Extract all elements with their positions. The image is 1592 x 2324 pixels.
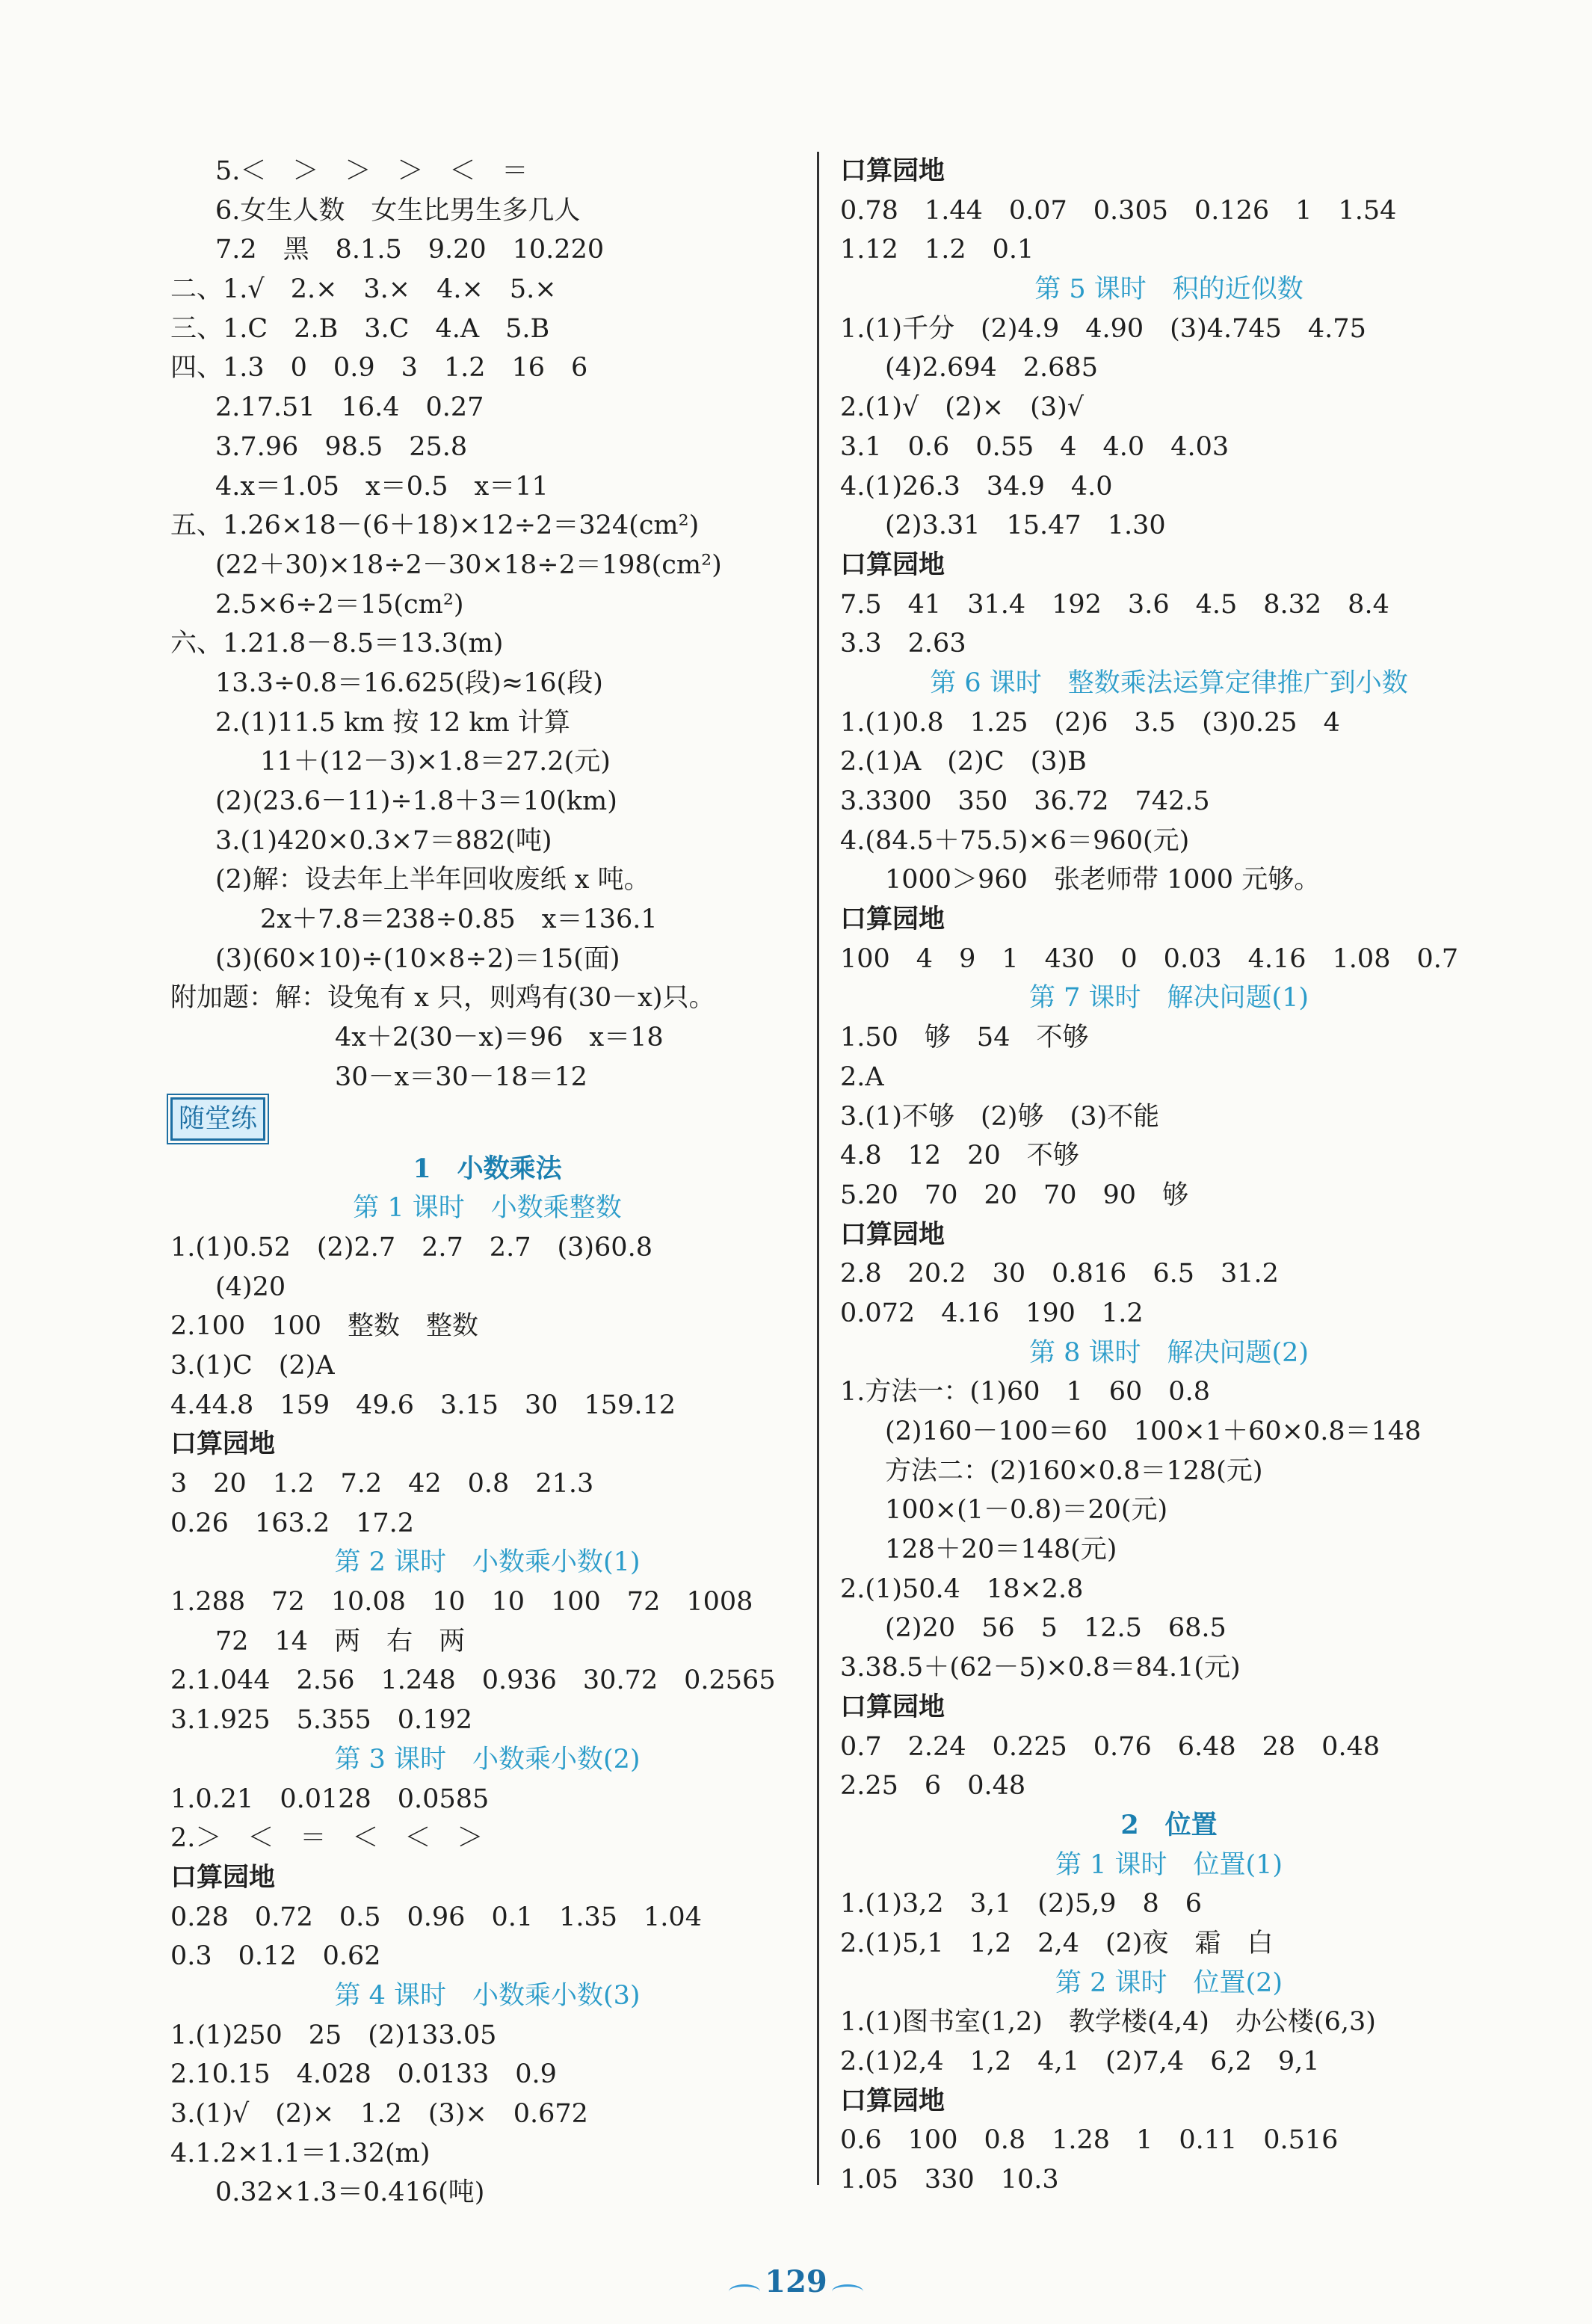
answer-line: 5.20 70 20 70 90 够	[840, 1180, 1189, 1210]
answer-line: 2.(1)11.5 km 按 12 km 计算	[215, 707, 570, 738]
wing-ornament-left	[729, 2284, 760, 2299]
answer-line: 0.32×1.3＝0.416(吨)	[215, 2177, 485, 2208]
answer-line: 3.(1)C (2)A	[170, 1350, 335, 1381]
answer-line: 4.8 12 20 不够	[840, 1141, 1079, 1171]
page-number: 129	[765, 2264, 827, 2299]
lesson-title: 第 5 课时 积的近似数	[1034, 274, 1303, 305]
section-heading: 口算园地	[840, 1692, 945, 1722]
section-heading: 口算园地	[840, 156, 945, 186]
lesson-title: 第 1 课时 小数乘整数	[353, 1193, 622, 1224]
lesson-title: 第 7 课时 解决问题(1)	[1028, 983, 1309, 1014]
answer-line: 2.5×6÷2＝15(cm²)	[215, 589, 464, 620]
answer-line: 1.12 1.2 0.1	[840, 235, 1034, 265]
answer-line: 2.(1)50.4 18×2.8	[840, 1574, 1084, 1604]
answer-line: 3.3 2.63	[840, 629, 966, 659]
section-badge-row	[170, 1097, 804, 1150]
answer-line: 0.3 0.12 0.62	[170, 1941, 381, 1972]
section-heading: 口算园地	[170, 1429, 276, 1460]
lesson-title: 第 2 课时 位置(2)	[1055, 1967, 1283, 1998]
answer-line: 4.(84.5＋75.5)×6＝960(元)	[840, 825, 1190, 856]
answer-line: 3.(1)420×0.3×7＝882(吨)	[215, 825, 552, 856]
chapter-title: 2 位置	[1120, 1809, 1218, 1840]
section-heading: 口算园地	[840, 904, 945, 935]
answer-line: 3.(1)不够 (2)够 (3)不能	[840, 1101, 1160, 1132]
lesson-title: 第 8 课时 解决问题(2)	[1028, 1337, 1309, 1368]
answer-line: 4.44.8 159 49.6 3.15 30 159.12	[170, 1390, 676, 1420]
answer-line: 11＋(12－3)×1.8＝27.2(元)	[260, 747, 611, 777]
answer-line: 1.05 330 10.3	[840, 2165, 1059, 2195]
answer-line: 0.6 100 0.8 1.28 1 0.11 0.516	[840, 2125, 1339, 2156]
answer-line: 二、1.√ 2.× 3.× 4.× 5.×	[170, 274, 557, 305]
answer-line: 5.＜ ＞ ＞ ＞ ＜ ＝	[215, 156, 528, 186]
answer-line: 3.7.96 98.5 25.8	[215, 431, 468, 462]
answer-line: 三、1.C 2.B 3.C 4.A 5.B	[170, 313, 550, 344]
answer-line: 2x＋7.8＝238÷0.85 x＝136.1	[260, 904, 658, 935]
answer-line: 3 20 1.2 7.2 42 0.8 21.3	[170, 1469, 594, 1499]
answer-line: 1.(1)250 25 (2)133.05	[170, 2020, 497, 2050]
answer-line: 1.0.21 0.0128 0.0585	[170, 1784, 490, 1814]
answer-line: 四、1.3 0 0.9 3 1.2 16 6	[170, 353, 588, 383]
answer-line: 1.(1)图书室(1,2) 教学楼(4,4) 办公楼(6,3)	[840, 2007, 1376, 2038]
answer-line: (2)解：设去年上半年回收废纸 x 吨。	[215, 865, 650, 896]
answer-line: 4.(1)26.3 34.9 4.0	[840, 471, 1113, 502]
answer-line: (2)160－100＝60 100×1＋60×0.8＝148	[885, 1417, 1422, 1446]
answer-line: 3.3300 350 36.72 742.5	[840, 786, 1210, 816]
answer-line: 6.女生人数 女生比男生多几人	[215, 195, 581, 226]
lesson-title: 第 3 课时 小数乘小数(2)	[334, 1744, 641, 1775]
chapter-title: 1 小数乘法	[413, 1153, 562, 1184]
lesson-title: 第 4 课时 小数乘小数(3)	[334, 1980, 641, 2011]
answer-line: 4.1.2×1.1＝1.32(m)	[170, 2138, 431, 2169]
answer-line: (4)20	[215, 1272, 286, 1302]
answer-line: 100 4 9 1 430 0 0.03 4.16 1.08 0.7	[840, 943, 1459, 974]
right-column	[840, 152, 1498, 2200]
answer-line: 2.(1)A (2)C (3)B	[840, 747, 1087, 777]
answer-line: 2.25 6 0.48	[840, 1771, 1026, 1801]
answer-line: 13.3÷0.8＝16.625(段)≈16(段)	[215, 668, 603, 698]
answer-line: 方法二：(2)160×0.8＝128(元)	[885, 1455, 1263, 1486]
lesson-title: 第 6 课时 整数乘法运算定律推广到小数	[930, 668, 1408, 698]
answer-line: (22＋30)×18÷2－30×18÷2＝198(cm²)	[215, 549, 722, 580]
answer-line: 0.7 2.24 0.225 0.76 6.48 28 0.48	[840, 1731, 1380, 1762]
answer-line: (2)3.31 15.47 1.30	[885, 511, 1166, 541]
page-number-ornament	[721, 2256, 871, 2308]
answer-line: 3.1 0.6 0.55 4 4.0 4.03	[840, 431, 1230, 462]
answer-line: 1.(1)千分 (2)4.9 4.90 (3)4.745 4.75	[840, 313, 1366, 344]
answer-line: (2)(23.6－11)÷1.8＋3＝10(km)	[215, 786, 617, 816]
answer-line: (3)(60×10)÷(10×8÷2)＝15(面)	[215, 943, 620, 974]
answer-line: 3.1.925 5.355 0.192	[170, 1705, 472, 1736]
lesson-title: 第 2 课时 小数乘小数(1)	[334, 1547, 641, 1578]
answer-line: 1.(1)0.52 (2)2.7 2.7 2.7 (3)60.8	[170, 1232, 652, 1263]
answer-line: 2.10.15 4.028 0.0133 0.9	[170, 2059, 557, 2090]
answer-line: 附加题：解：设兔有 x 只，则鸡有(30－x)只。	[170, 983, 715, 1014]
answer-line: 3.(1)√ (2)× 1.2 (3)× 0.672	[170, 2099, 588, 2129]
answer-line: 2.8 20.2 30 0.816 6.5 31.2	[840, 1259, 1279, 1289]
answer-line: 0.072 4.16 190 1.2	[840, 1298, 1144, 1328]
answer-line: 2.100 100 整数 整数	[170, 1311, 479, 1342]
answer-line: 1.(1)3,2 3,1 (2)5,9 8 6	[840, 1889, 1203, 1920]
answer-line: 2.1.044 2.56 1.248 0.936 30.72 0.2565	[170, 1665, 776, 1696]
answer-line: 128＋20＝148(元)	[885, 1535, 1117, 1565]
answer-line: 100×(1－0.8)＝20(元)	[885, 1495, 1168, 1526]
answer-line: 30－x＝30－18＝12	[335, 1061, 587, 1092]
answer-line: 4x＋2(30－x)＝96 x＝18	[335, 1023, 664, 1053]
answer-line: 4.x＝1.05 x＝0.5 x＝11	[215, 471, 549, 502]
answer-line: 2.17.51 16.4 0.27	[215, 392, 484, 423]
answer-line: 1.288 72 10.08 10 10 100 72 1008	[170, 1587, 753, 1618]
answer-line: 1.(1)0.8 1.25 (2)6 3.5 (3)0.25 4	[840, 707, 1340, 738]
answer-line: 2.＞ ＜ ＝ ＜ ＜ ＞	[170, 1823, 484, 1854]
section-heading: 口算园地	[840, 549, 945, 580]
left-column	[170, 152, 804, 2213]
lesson-title: 第 1 课时 位置(1)	[1055, 1849, 1283, 1880]
section-heading: 口算园地	[840, 2086, 945, 2116]
section-heading: 口算园地	[840, 1219, 945, 1250]
answer-line: 0.26 163.2 17.2	[170, 1508, 415, 1538]
answer-line: 2.A	[840, 1061, 884, 1092]
answer-line: 7.5 41 31.4 192 3.6 4.5 8.32 8.4	[840, 589, 1389, 620]
answer-line: 五、1.26×18－(6＋18)×12÷2＝324(cm²)	[170, 511, 700, 541]
answer-line: 1000＞960 张老师带 1000 元够。	[885, 865, 1321, 896]
answer-line: 2.(1)5,1 1,2 2,4 (2)夜 霜 白	[840, 1928, 1274, 1958]
answer-line: (2)20 56 5 12.5 68.5	[885, 1613, 1227, 1644]
answer-line: 六、1.21.8－8.5＝13.3(m)	[170, 629, 504, 659]
answer-line: 72 14 两 右 两	[215, 1626, 466, 1656]
answer-line: 1.50 够 54 不够	[840, 1023, 1089, 1053]
answer-line: 2.(1)2,4 1,2 4,1 (2)7,4 6,2 9,1	[840, 2047, 1320, 2077]
answer-line: 2.(1)√ (2)× (3)√	[840, 392, 1085, 423]
answer-line: 7.2 黑 8.1.5 9.20 10.220	[215, 235, 605, 265]
section-heading: 口算园地	[170, 1862, 276, 1893]
column-divider	[817, 152, 819, 2185]
answer-line: 1.方法一：(1)60 1 60 0.8	[840, 1377, 1210, 1408]
wing-ornament-right	[832, 2284, 863, 2299]
answer-line: 0.28 0.72 0.5 0.96 0.1 1.35 1.04	[170, 1902, 702, 1932]
answer-line: 3.38.5＋(62－5)×0.8＝84.1(元)	[840, 1653, 1241, 1683]
answer-line: (4)2.694 2.685	[885, 353, 1098, 383]
answer-line: 0.78 1.44 0.07 0.305 0.126 1 1.54	[840, 195, 1397, 226]
section-badge: 随堂练	[170, 1097, 265, 1141]
